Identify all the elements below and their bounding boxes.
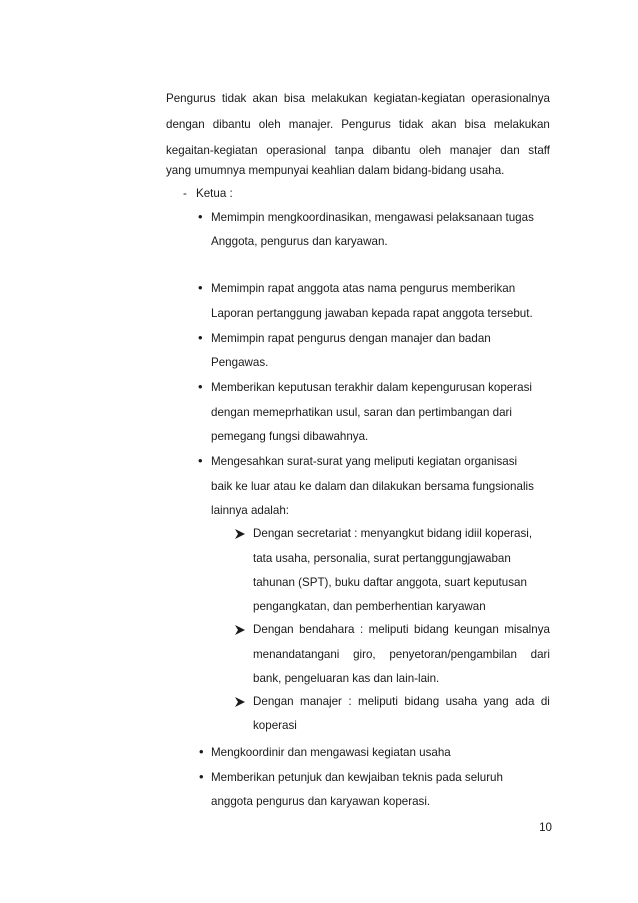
bullet-icon: • xyxy=(198,453,203,468)
bullet-4-line-3: pemegang fungsi dibawahnya. xyxy=(211,430,369,443)
word: Pengurus xyxy=(166,92,216,105)
bullet-icon: • xyxy=(198,280,203,295)
intro-line-1 xyxy=(166,91,550,107)
word: : xyxy=(359,623,364,636)
intro-line-3 xyxy=(166,143,550,159)
word: penyetoran/pengambilan xyxy=(389,648,517,661)
word: misalnya xyxy=(504,623,550,636)
word: bisa xyxy=(464,118,486,131)
word: staff xyxy=(528,144,550,157)
dash-marker: - xyxy=(183,187,187,200)
word: keungan xyxy=(454,623,499,636)
word: dari xyxy=(530,648,550,661)
word: akan xyxy=(431,118,457,131)
word: dibantu xyxy=(372,144,411,157)
word: melakukan xyxy=(493,118,550,131)
word: meliputi xyxy=(368,623,409,636)
word: manajer. xyxy=(288,118,334,131)
word: Dengan xyxy=(253,623,294,636)
intro-line-4: yang umumnya mempunyai keahlian dalam bidang-bidang usaha. xyxy=(166,164,505,177)
sub-2-line-2 xyxy=(253,647,550,663)
word: meliputi xyxy=(357,695,398,708)
word: operasional xyxy=(266,144,327,157)
bullet-5-line-3: lainnya adalah: xyxy=(211,504,289,517)
word: : xyxy=(348,695,352,708)
sub-1-line-4: pengangkatan, dan pemberhentian karyawan xyxy=(253,600,486,613)
word: operasionalnya xyxy=(471,92,550,105)
bullet-2-line-2: Laporan pertanggung jawaban kepada rapat anggota tersebut. xyxy=(211,307,533,320)
word: melakukan xyxy=(311,92,368,105)
bullet-1-line-1: Memimpin mengkoordinasikan, mengawasi pelaksanaan tugas xyxy=(211,211,534,224)
bullet-icon: • xyxy=(198,379,203,394)
bullet-icon: • xyxy=(198,209,203,224)
arrow-bullet-icon xyxy=(234,694,246,710)
sub-2-line-1 xyxy=(253,622,550,638)
ketua-label: Ketua : xyxy=(196,187,233,200)
word: akan xyxy=(252,92,278,105)
word: tidak xyxy=(221,92,247,105)
word: manajer xyxy=(449,144,492,157)
bullet-7-line-1: Memberikan petunjuk dan kewjaiban teknis pada seluruh xyxy=(211,771,503,784)
bullet-icon: • xyxy=(198,330,203,345)
word: giro, xyxy=(353,648,376,661)
word: tanpa xyxy=(334,144,364,157)
word: ada xyxy=(515,695,535,708)
bullet-icon: • xyxy=(199,744,204,759)
word: bidang xyxy=(414,623,449,636)
word: bendahara xyxy=(299,623,355,636)
arrow-bullet-icon xyxy=(234,622,246,638)
word: bisa xyxy=(283,92,306,105)
bullet-3-line-1: Memimpin rapat pengurus dengan manajer dan badan xyxy=(211,332,491,345)
intro-line-2 xyxy=(166,117,550,133)
word: dengan xyxy=(166,118,205,131)
sub-2-line-3: bank, pengeluaran kas dan lain-lain. xyxy=(253,672,440,685)
bullet-1-line-2: Anggota, pengurus dan karyawan. xyxy=(211,235,388,248)
word: tidak xyxy=(398,118,424,131)
word: bidang xyxy=(404,695,440,708)
word: usaha xyxy=(445,695,478,708)
word: kegaitan-kegiatan xyxy=(166,144,258,157)
word: di xyxy=(540,695,550,708)
sub-1-line-2: tata usaha, personalia, surat pertanggungjawaban xyxy=(253,552,511,565)
bullet-6-line-1: Mengkoordinir dan mengawasi kegiatan usaha xyxy=(211,746,451,759)
word: manajer xyxy=(300,695,342,708)
sub-1-line-1: Dengan secretariat : menyangkut bidang idiil koperasi, xyxy=(253,527,533,540)
bullet-5-line-2: baik ke luar atau ke dalam dan dilakukan bersama fungsionalis xyxy=(211,480,534,493)
word: oleh xyxy=(419,144,442,157)
arrow-bullet-icon xyxy=(234,526,246,542)
sub-1-line-3: tahunan (SPT), buku daftar anggota, suart keputusan xyxy=(253,576,527,589)
word: Dengan xyxy=(253,695,294,708)
word: dibantu xyxy=(212,118,251,131)
bullet-2-line-1: Memimpin rapat anggota atas nama pengurus memberikan xyxy=(211,282,516,295)
bullet-3-line-2: Pengawas. xyxy=(211,356,269,369)
bullet-4-line-2: dengan memeprhatikan usul, saran dan pertimbangan dari xyxy=(211,406,512,419)
word: menandatangani xyxy=(253,648,340,661)
bullet-5-line-1: Mengesahkan surat-surat yang meliputi kegiatan organisasi xyxy=(211,455,518,468)
word: yang xyxy=(483,695,509,708)
word: kegiatan-kegiatan xyxy=(373,92,466,105)
word: Pengurus xyxy=(341,118,391,131)
bullet-4-line-1: Memberikan keputusan terakhir dalam kepengurusan koperasi xyxy=(211,381,532,394)
word: dan xyxy=(500,144,520,157)
bullet-7-line-2: anggota pengurus dan karyawan koperasi. xyxy=(211,795,431,808)
page-number: 10 xyxy=(539,821,552,834)
bullet-icon: • xyxy=(199,769,204,784)
sub-3-line-1 xyxy=(253,694,550,710)
word: oleh xyxy=(258,118,281,131)
sub-3-line-2: koperasi xyxy=(253,719,297,732)
